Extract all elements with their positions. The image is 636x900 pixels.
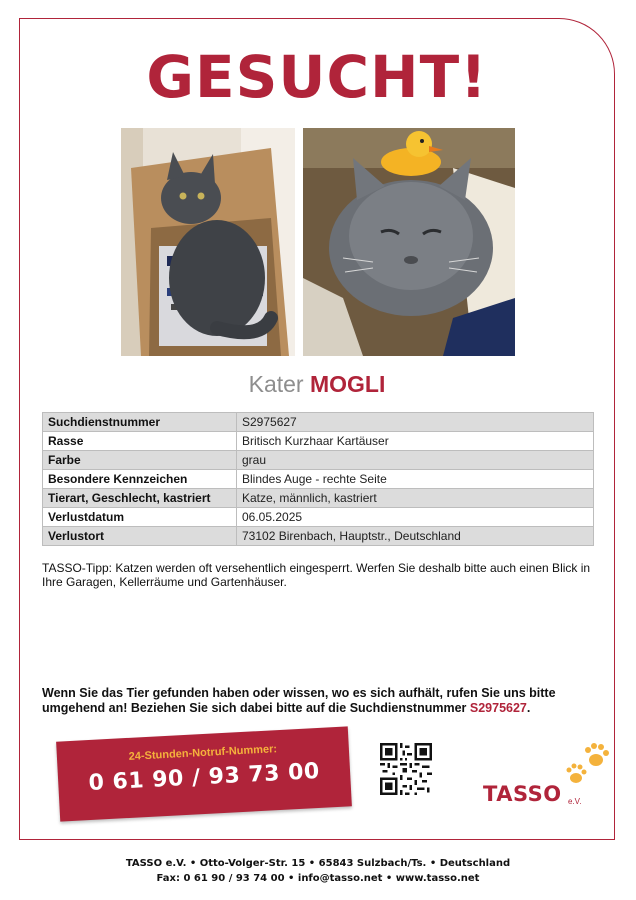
cat-in-box-photo [121,128,295,356]
cat-with-rubber-duck-photo [303,128,515,356]
logo-wordmark: TASSO [483,782,562,806]
poster-headline: GESUCHT! [146,43,488,111]
detail-key: Tierart, Geschlecht, kastriert [43,489,237,508]
hotline-banner [56,726,352,821]
detail-value: Blindes Auge - rechte Seite [237,470,594,489]
tasso-tip: TASSO-Tipp: Katzen werden oft versehentlich eingesperrt. Werfen Sie deshalb bitte auch einen Blick in Ihre Garagen, Kellerräume und Gartenhäuser. [42,561,591,589]
table-row [43,451,594,470]
appeal-text [42,686,612,716]
detail-key: Besondere Kennzeichen [43,470,237,489]
detail-value: 06.05.2025 [237,508,594,527]
table-row [43,470,594,489]
detail-key: Verlustdatum [43,508,237,527]
detail-value: Katze, männlich, kastriert [237,489,594,508]
hotline-phone[interactable]: 0 61 90 / 93 73 00 [88,758,321,797]
detail-key: Verlustort [43,527,237,546]
animal-name [19,369,615,399]
tasso-logo [480,742,610,812]
name-strong: MOGLI [309,371,386,397]
appeal-end: . [526,701,531,715]
detail-key: Suchdienstnummer [43,413,237,432]
detail-value: 73102 Birenbach, Hauptstr., Deutschland [237,527,594,546]
detail-key: Farbe [43,451,237,470]
detail-value: S2975627 [237,413,594,432]
hotline-label: 24-Stunden-Notruf-Nummer: [128,743,278,763]
details-table [42,412,594,546]
paw-print-icon [562,742,610,790]
table-row [43,489,594,508]
footer-address: TASSO e.V. • Otto-Volger-Str. 15 • 65843 Sulzbach/Ts. • Deutschland [125,858,511,869]
logo-suffix: e.V. [568,797,582,806]
table-row [43,413,594,432]
table-row [43,432,594,451]
detail-key: Rasse [43,432,237,451]
detail-value: grau [237,451,594,470]
appeal-body: Wenn Sie das Tier gefunden haben oder wissen, wo es sich aufhält, rufen Sie uns bitte umgehend an! Beziehen Sie sich dabei bitte auf die Suchdienstnummer [42,686,556,715]
table-row [43,527,594,546]
name-prefix: Kater [248,371,304,397]
footer [0,856,636,886]
table-row [43,508,594,527]
qr-code[interactable] [380,743,432,795]
appeal-search-number: S2975627 [469,701,527,715]
detail-value: Britisch Kurzhaar Kartäuser [237,432,594,451]
footer-contact: Fax: 0 61 90 / 93 74 00 • info@tasso.net • www.tasso.net [156,873,480,884]
